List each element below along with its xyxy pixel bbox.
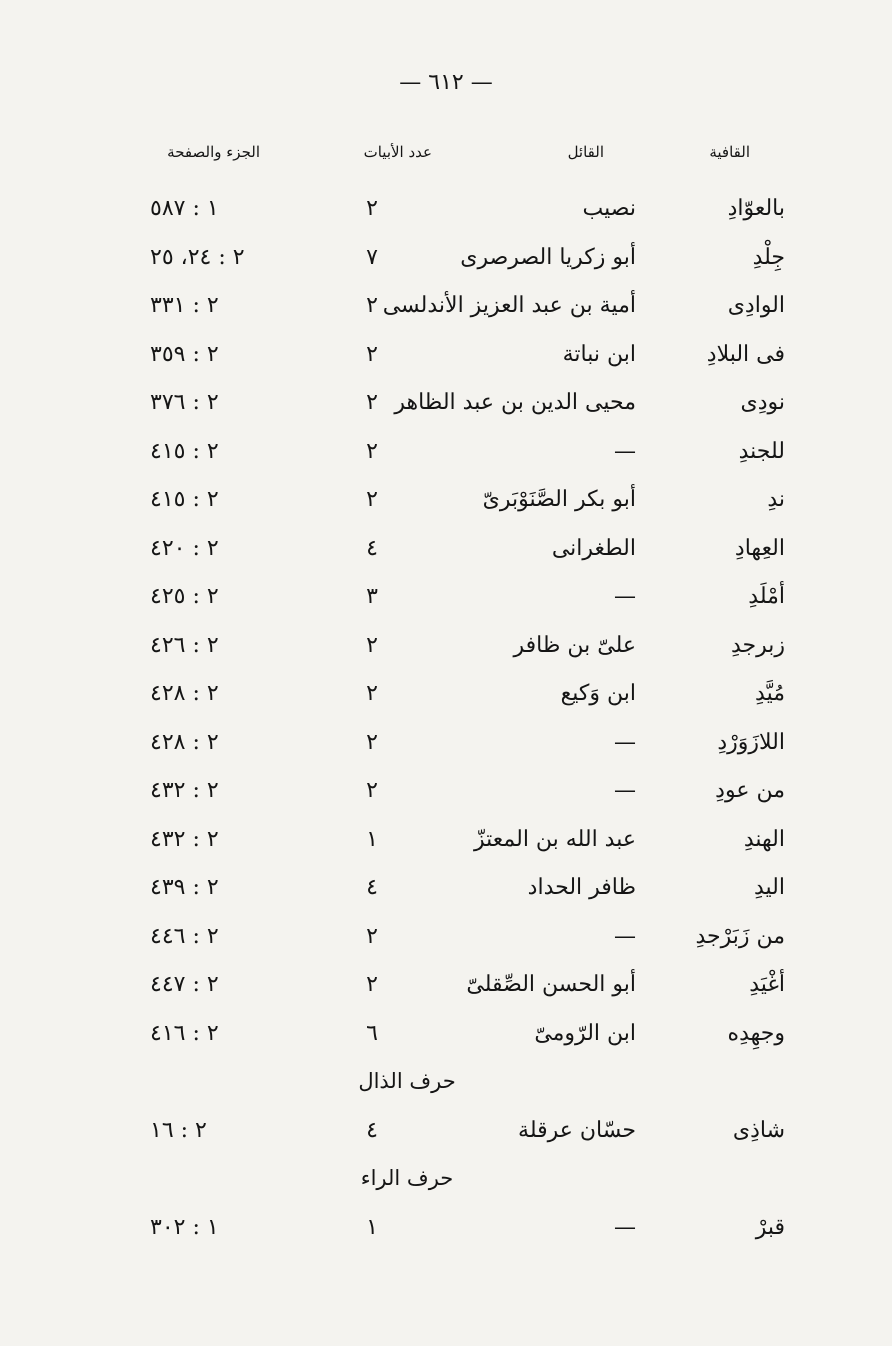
poet-cell: علىّ بن ظافر (513, 632, 636, 658)
rhyme-cell: اللازَوَرْدِ (717, 729, 785, 755)
poet-cell: محيى الدين بن عبد الظاهر (394, 390, 636, 415)
volume-page-cell: ٢ : ٤١٥ (150, 438, 219, 464)
table-row (0, 287, 892, 336)
rhyme-cell: زبرجدِ (730, 632, 785, 658)
poet-cell: — (614, 729, 636, 755)
volume-page-cell: ٢ : ٤٢٦ (150, 632, 219, 658)
volume-page-cell: ٢ : ٤٣٢ (150, 826, 219, 852)
table-row (0, 627, 892, 676)
section-ra (0, 1160, 892, 1209)
verse-count-cell: ٤ (366, 535, 378, 561)
table-row (0, 675, 892, 724)
table-row (0, 530, 892, 579)
volume-page-cell: ٢ : ٤٣٢ (150, 778, 219, 803)
rhyme-cell: قبرْ (755, 1214, 785, 1240)
verse-count-cell: ٢ (366, 293, 378, 318)
verse-count-cell: ٢ (366, 923, 378, 949)
poet-cell: — (614, 584, 636, 609)
table-row (0, 481, 892, 530)
volume-page-cell: ٢ : ٣٧٦ (150, 390, 219, 415)
rhyme-cell: نودِى (740, 390, 785, 415)
volume-page-cell: ٢ : ٤٢٥ (150, 584, 219, 609)
index-table (0, 190, 892, 1257)
volume-page-cell: ٢ : ٤٢٨ (150, 681, 219, 706)
volume-page-cell: ١ : ٣٠٢ (150, 1214, 219, 1240)
volume-page-cell: ٢ : ٣٥٩ (150, 341, 219, 367)
table-row (0, 433, 892, 482)
volume-page-cell: ٢ : ٤٤٦ (150, 923, 219, 949)
section-heading: حرف الذال (358, 1069, 456, 1093)
table-row (0, 1015, 892, 1064)
poet-cell: عبد الله بن المعتزّ (474, 826, 636, 852)
header-volume-page: الجزء والصفحة (167, 143, 260, 161)
table-row (0, 1112, 892, 1161)
poet-cell: الطغرانى (551, 535, 636, 561)
table-row (0, 336, 892, 385)
table-row (0, 821, 892, 870)
table-row (0, 869, 892, 918)
poet-cell: أبو زكريا الصرصرى (460, 244, 636, 270)
volume-page-cell: ٢ : ٢٤، ٢٥ (150, 244, 245, 270)
verse-count-cell: ١ (366, 826, 378, 852)
rhyme-cell: من عودِ (715, 778, 785, 803)
volume-page-cell: ١ : ٥٨٧ (150, 196, 219, 221)
poet-cell: نصيب (582, 196, 636, 221)
poet-cell: — (614, 923, 636, 949)
verse-count-cell: ٧ (366, 244, 378, 270)
verse-count-cell: ٣ (366, 584, 378, 609)
rhyme-cell: فى البلادِ (706, 341, 785, 367)
verse-count-cell: ٢ (366, 390, 378, 415)
verse-count-cell: ٢ (366, 729, 378, 755)
volume-page-cell: ٢ : ٤٣٩ (150, 875, 219, 900)
volume-page-cell: ٢ : ١٦ (150, 1117, 207, 1143)
table-row (0, 384, 892, 433)
verse-count-cell: ٢ (366, 681, 378, 706)
section-heading: حرف الراء (360, 1166, 454, 1190)
poet-cell: أبو الحسن الصِّقلىّ (466, 972, 636, 997)
table-row (0, 918, 892, 967)
poet-cell: — (614, 778, 636, 803)
rhyme-cell: جِلْدِ (752, 244, 785, 270)
table-row (0, 239, 892, 288)
rhyme-cell: ندِ (767, 487, 785, 512)
column-headers (0, 143, 892, 173)
volume-page-cell: ٢ : ٤٢٨ (150, 729, 219, 755)
poet-cell: أمية بن عبد العزيز الأندلسى (382, 293, 636, 318)
verse-count-cell: ٢ (366, 778, 378, 803)
rhyme-cell: بالعوّادِ (727, 196, 785, 221)
rhyme-cell: العِهادِ (734, 535, 785, 561)
table-row (0, 1209, 892, 1258)
rhyme-cell: وجهِدِه (727, 1020, 785, 1046)
poet-cell: ابن نباتة (562, 341, 636, 367)
header-rhyme: القافية (709, 143, 750, 161)
poet-cell: حسّان عرقلة (518, 1117, 636, 1143)
verse-count-cell: ٤ (366, 1117, 378, 1143)
table-row (0, 190, 892, 239)
rhyme-cell: من زَبَرْجدِ (695, 923, 785, 949)
rhyme-cell: أمْلَدِ (748, 584, 785, 609)
verse-count-cell: ٤ (366, 875, 378, 900)
rhyme-cell: اليدِ (753, 875, 785, 900)
verse-count-cell: ٢ (366, 438, 378, 464)
table-row (0, 966, 892, 1015)
volume-page-cell: ٢ : ٣٣١ (150, 293, 219, 318)
rhyme-cell: الوادِى (727, 293, 785, 318)
poet-cell: ظافر الحداد (527, 875, 636, 900)
rhyme-cell: الهندِ (743, 826, 785, 852)
rhyme-cell: شاذِى (732, 1117, 785, 1143)
volume-page-cell: ٢ : ٤٤٧ (150, 972, 219, 997)
poet-cell: أبو بكر الصَّنَوْبَرىّ (482, 487, 636, 512)
poet-cell: ابن وَكيع (560, 681, 636, 706)
volume-page-cell: ٢ : ٤١٥ (150, 487, 219, 512)
section-dhal (0, 1063, 892, 1112)
rhyme-cell: أغْيَدِ (749, 972, 785, 997)
verse-count-cell: ٢ (366, 972, 378, 997)
verse-count-cell: ٢ (366, 487, 378, 512)
poet-cell: — (614, 438, 636, 464)
page-number: — ٦١٢ — (399, 70, 493, 95)
poet-cell: — (614, 1214, 636, 1240)
verse-count-cell: ٢ (366, 341, 378, 367)
table-row (0, 772, 892, 821)
verse-count-cell: ١ (366, 1214, 378, 1240)
rhyme-cell: للجندِ (738, 438, 785, 464)
rhyme-cell: مُيَّدِ (755, 681, 785, 706)
verse-count-cell: ٢ (366, 196, 378, 221)
header-verse-count: عدد الأبيات (363, 143, 432, 161)
poet-cell: ابن الرّومىّ (534, 1020, 636, 1046)
table-row (0, 578, 892, 627)
verse-count-cell: ٢ (366, 632, 378, 658)
table-row (0, 724, 892, 773)
volume-page-cell: ٢ : ٤٢٠ (150, 535, 219, 561)
volume-page-cell: ٢ : ٤١٦ (150, 1020, 219, 1046)
verse-count-cell: ٦ (366, 1020, 378, 1046)
header-poet: القائل (567, 143, 604, 161)
